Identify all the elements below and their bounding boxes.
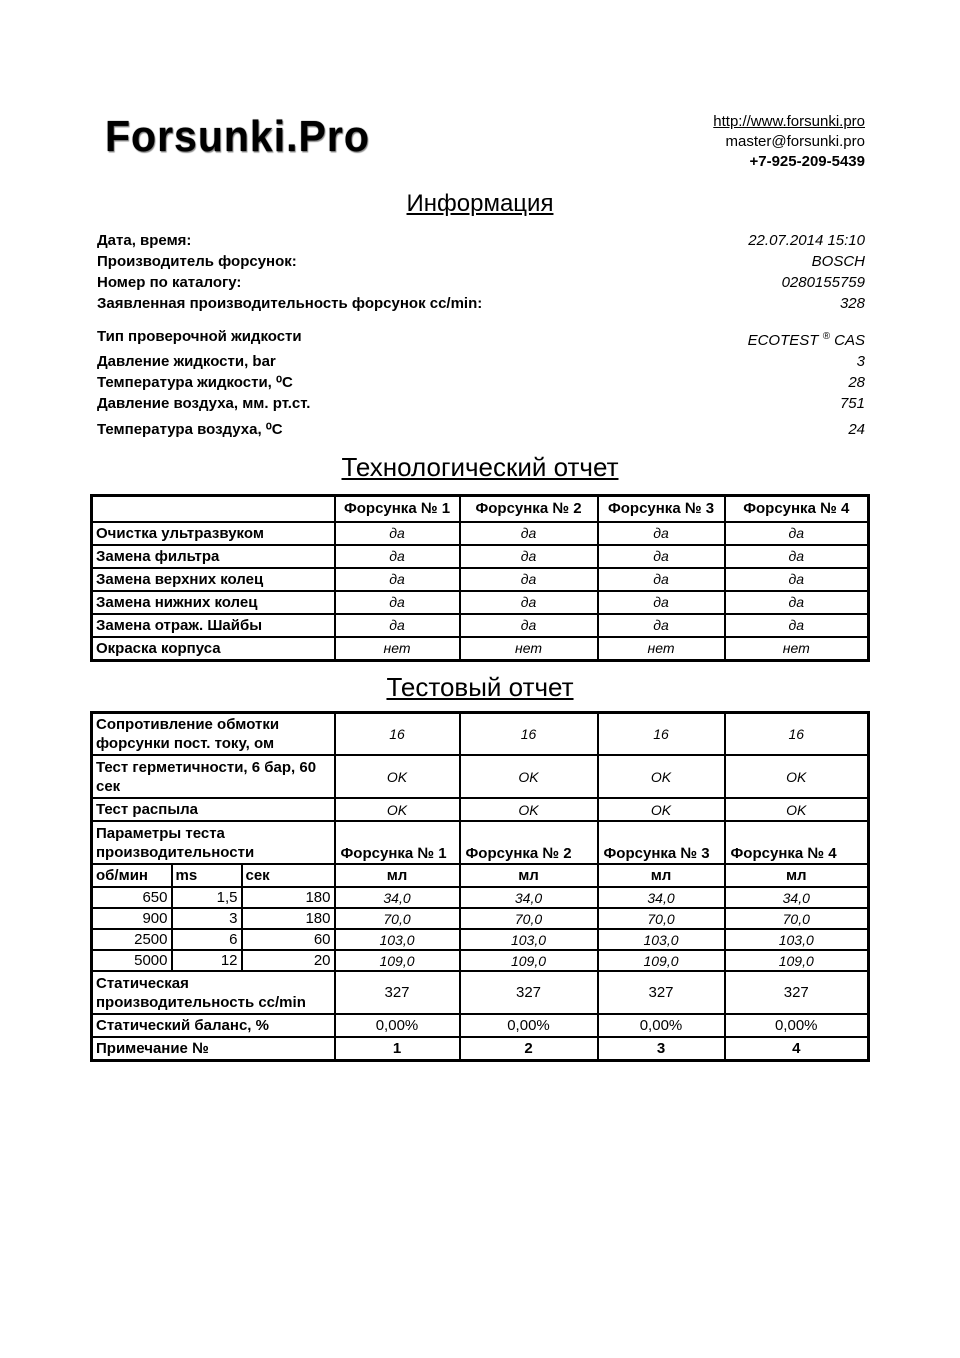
value-cell: 109,0	[598, 950, 725, 971]
info-label: Заявленная производительность форсунок cc/min:	[97, 295, 483, 312]
sec-value: 60	[242, 929, 335, 950]
value-cell: 70,0	[335, 908, 460, 929]
perf-row-650	[92, 887, 869, 908]
test-report-title: Тестовый отчет	[386, 671, 574, 702]
contact-block	[713, 112, 865, 172]
value-cell: 327	[598, 971, 725, 1014]
info-section-title: Информация	[406, 190, 554, 217]
value-cell: OK	[725, 755, 869, 798]
perf-row-900	[92, 908, 869, 929]
rpm-value: 900	[92, 908, 172, 929]
registered-mark: ®	[822, 331, 830, 342]
value-cell: да	[725, 591, 869, 614]
value-cell: 103,0	[460, 929, 598, 950]
test-row-leak-test	[92, 755, 869, 798]
value-cell: да	[598, 545, 725, 568]
info-value: 3	[856, 353, 865, 370]
tech-header-row	[92, 496, 869, 522]
value-cell: 34,0	[460, 887, 598, 908]
value-cell: 0,00%	[335, 1014, 460, 1037]
value-cell: да	[725, 522, 869, 545]
tech-row-upper-rings	[92, 568, 869, 591]
value-cell: OK	[460, 798, 598, 821]
info-label: Температура жидкости, ⁰С	[97, 374, 293, 391]
test-row-coil-resistance	[92, 712, 869, 755]
row-label: Замена верхних колец	[92, 568, 335, 591]
tech-row-washer-replacement	[92, 614, 869, 637]
value-cell: да	[335, 591, 460, 614]
value-cell: да	[598, 568, 725, 591]
sec-value: 180	[242, 908, 335, 929]
value-cell: 16	[335, 712, 460, 755]
row-label: Статическая производительность cc/min	[92, 971, 335, 1014]
row-label: Тест герметичности, 6 бар, 60 сек	[92, 755, 335, 798]
value-cell: 0,00%	[598, 1014, 725, 1037]
value-cell: 70,0	[460, 908, 598, 929]
row-label: Параметры теста производительности	[92, 821, 335, 864]
value-cell: да	[725, 568, 869, 591]
ml-unit-label: мл	[598, 864, 725, 887]
info-label: Дата, время:	[97, 232, 192, 249]
info-row-fluid-temperature	[97, 372, 865, 393]
value-cell: OK	[460, 755, 598, 798]
info-label: Производитель форсунок:	[97, 253, 297, 270]
info-value: 751	[839, 395, 865, 412]
value-cell: OK	[335, 798, 460, 821]
injector-1-header: Форсунка № 1	[335, 496, 460, 522]
value-cell: да	[335, 614, 460, 637]
injector-2-header: Форсунка № 2	[460, 821, 598, 864]
value-cell: 34,0	[335, 887, 460, 908]
ml-unit-label: мл	[725, 864, 869, 887]
value-cell: 70,0	[725, 908, 869, 929]
value-cell: 70,0	[598, 908, 725, 929]
value-cell: OK	[725, 798, 869, 821]
sec-value: 20	[242, 950, 335, 971]
info-value: 22.07.2014 15:10	[748, 232, 865, 249]
value-cell: 16	[460, 712, 598, 755]
tech-report-title: Технологический отчет	[341, 452, 619, 482]
test-report-table	[90, 711, 870, 1063]
row-label: Примечание №	[92, 1037, 335, 1061]
value-cell: 0,00%	[460, 1014, 598, 1037]
tech-row-filter-replacement	[92, 545, 869, 568]
empty-corner-cell	[92, 496, 335, 522]
info-section	[97, 230, 865, 440]
rpm-value: 5000	[92, 950, 172, 971]
info-value: 24	[848, 421, 865, 438]
row-label: Окраска корпуса	[92, 637, 335, 661]
info-row-declared-flow	[97, 293, 865, 314]
ml-unit-label: мл	[460, 864, 598, 887]
value-cell: да	[335, 522, 460, 545]
page-header	[0, 0, 960, 172]
info-value: 328	[839, 295, 865, 312]
info-label: Температура воздуха, ⁰С	[97, 421, 283, 438]
info-value	[748, 326, 865, 351]
value-cell: 34,0	[598, 887, 725, 908]
value-cell: да	[598, 614, 725, 637]
injector-2-header: Форсунка № 2	[460, 496, 598, 522]
ms-value: 6	[172, 929, 242, 950]
value-cell: 3	[598, 1037, 725, 1061]
value-cell: да	[460, 545, 598, 568]
info-value: BOSCH	[811, 253, 865, 270]
value-cell: 34,0	[725, 887, 869, 908]
row-label: Статический баланс, %	[92, 1014, 335, 1037]
ml-unit-label: мл	[335, 864, 460, 887]
injector-4-header: Форсунка № 4	[725, 821, 869, 864]
info-value: 28	[848, 374, 865, 391]
rpm-value: 650	[92, 887, 172, 908]
tech-row-ultrasonic-cleaning	[92, 522, 869, 545]
test-row-spray-test	[92, 798, 869, 821]
row-label: Тест распыла	[92, 798, 335, 821]
test-row-units-header	[92, 864, 869, 887]
injector-3-header: Форсунка № 3	[598, 821, 725, 864]
info-row-test-fluid	[97, 326, 865, 351]
injector-3-header: Форсунка № 3	[598, 496, 725, 522]
test-row-static-balance	[92, 1014, 869, 1037]
row-label: Замена нижних колец	[92, 591, 335, 614]
value-cell: 103,0	[598, 929, 725, 950]
value-cell: да	[598, 591, 725, 614]
injector-1-header: Форсунка № 1	[335, 821, 460, 864]
value-cell: да	[725, 614, 869, 637]
value-cell: да	[460, 568, 598, 591]
value-cell: 16	[598, 712, 725, 755]
value-cell: да	[335, 545, 460, 568]
sec-unit-label: сек	[242, 864, 335, 887]
value-cell: нет	[725, 637, 869, 661]
perf-row-2500	[92, 929, 869, 950]
value-cell: 1	[335, 1037, 460, 1061]
value-cell: 327	[335, 971, 460, 1014]
value-cell: 0,00%	[725, 1014, 869, 1037]
tech-row-body-painting	[92, 637, 869, 661]
value-cell: да	[460, 591, 598, 614]
info-label: Тип проверочной жидкости	[97, 328, 302, 345]
info-label: Давление воздуха, мм. рт.ст.	[97, 395, 311, 412]
value-cell: да	[725, 545, 869, 568]
perf-row-5000	[92, 950, 869, 971]
rpm-value: 2500	[92, 929, 172, 950]
ms-unit-label: ms	[172, 864, 242, 887]
fluid-name: ECOTEST	[747, 332, 819, 349]
value-cell: 103,0	[725, 929, 869, 950]
ms-value: 1,5	[172, 887, 242, 908]
info-row-manufacturer	[97, 251, 865, 272]
info-row-catalog-number	[97, 272, 865, 293]
value-cell: 109,0	[725, 950, 869, 971]
value-cell: да	[598, 522, 725, 545]
value-cell: 327	[460, 971, 598, 1014]
row-label: Очистка ультразвуком	[92, 522, 335, 545]
row-label: Замена фильтра	[92, 545, 335, 568]
company-logo: Forsunki.Pro	[105, 112, 370, 161]
email-text: master@forsunki.pro	[725, 133, 865, 150]
value-cell: 109,0	[460, 950, 598, 971]
value-cell: 109,0	[335, 950, 460, 971]
value-cell: да	[460, 522, 598, 545]
value-cell: OK	[598, 798, 725, 821]
value-cell: OK	[335, 755, 460, 798]
value-cell: 103,0	[335, 929, 460, 950]
value-cell: нет	[598, 637, 725, 661]
sec-value: 180	[242, 887, 335, 908]
value-cell: 16	[725, 712, 869, 755]
info-row-fluid-pressure	[97, 351, 865, 372]
ms-value: 12	[172, 950, 242, 971]
website-link[interactable]: http://www.forsunki.pro	[713, 113, 865, 130]
value-cell: да	[335, 568, 460, 591]
ms-value: 3	[172, 908, 242, 929]
info-row-air-pressure	[97, 393, 865, 414]
fluid-suffix: CAS	[834, 332, 865, 349]
row-label: Сопротивление обмотки форсунки пост. току, ом	[92, 712, 335, 755]
value-cell: 327	[725, 971, 869, 1014]
info-row-air-temperature	[97, 419, 865, 440]
info-label: Давление жидкости, bar	[97, 353, 276, 370]
tech-report-table	[90, 494, 870, 662]
value-cell: да	[460, 614, 598, 637]
phone-text: +7-925-209-5439	[749, 153, 865, 170]
value-cell: нет	[335, 637, 460, 661]
test-row-static-performance	[92, 971, 869, 1014]
row-label: Замена отраж. Шайбы	[92, 614, 335, 637]
value-cell: OK	[598, 755, 725, 798]
injector-4-header: Форсунка № 4	[725, 496, 869, 522]
test-row-note-number	[92, 1037, 869, 1061]
info-label: Номер по каталогу:	[97, 274, 242, 291]
test-row-performance-header	[92, 821, 869, 864]
value-cell: 4	[725, 1037, 869, 1061]
info-row-date	[97, 230, 865, 251]
value-cell: 2	[460, 1037, 598, 1061]
tech-row-lower-rings	[92, 591, 869, 614]
value-cell: нет	[460, 637, 598, 661]
rpm-unit-label: об/мин	[92, 864, 172, 887]
info-value: 0280155759	[781, 274, 865, 291]
